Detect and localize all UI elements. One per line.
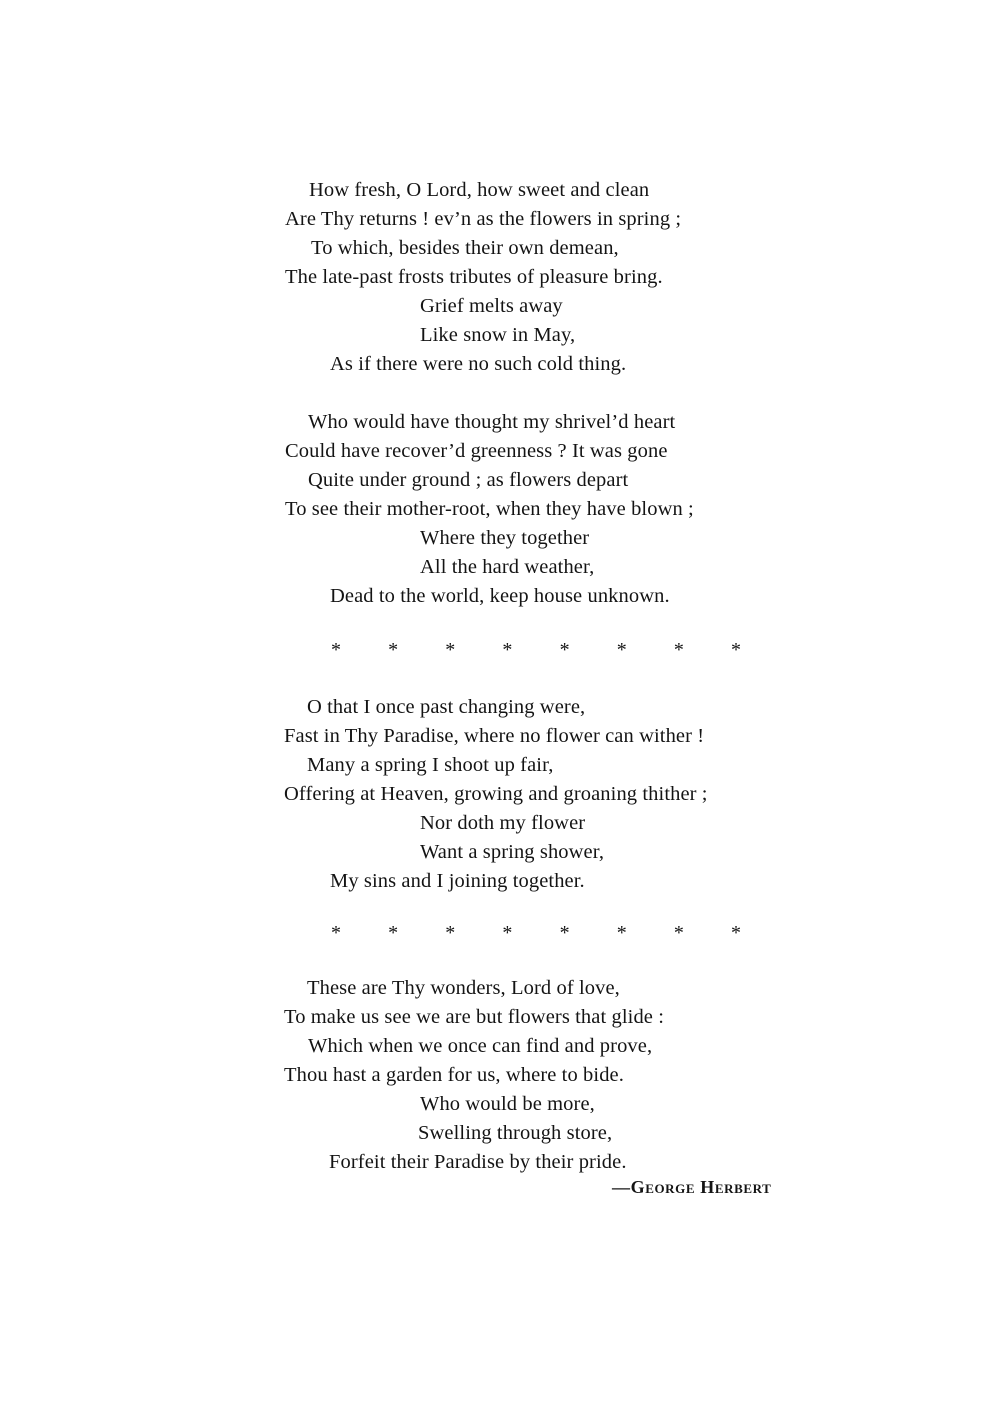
poem-line: Quite under ground ; as flowers depart (308, 469, 629, 491)
asterisk: * (616, 639, 627, 661)
poem-line: Want a spring shower, (420, 841, 605, 863)
poem-line: To make us see we are but flowers that glide : (284, 1006, 665, 1028)
poem-line: To which, besides their own demean, (311, 237, 619, 259)
poem-line: Who would have thought my shrivel’d heart (308, 411, 676, 433)
poem-line: My sins and I joining together. (330, 870, 585, 892)
poem-line: All the hard weather, (420, 556, 595, 578)
asterisk: * (559, 639, 570, 661)
asterisk: * (616, 922, 627, 944)
poem-line: Like snow in May, (420, 324, 576, 346)
poem-line: To see their mother-root, when they have blown ; (285, 498, 694, 520)
asterisk: * (445, 639, 456, 661)
asterism-separator (330, 923, 742, 943)
poem-line: Nor doth my flower (420, 812, 586, 834)
poem-line: Dead to the world, keep house unknown. (330, 585, 670, 607)
poem-line: Fast in Thy Paradise, where no flower can wither ! (284, 725, 705, 747)
asterisk: * (673, 639, 684, 661)
poem-line: Thou hast a garden for us, where to bide. (284, 1064, 624, 1086)
asterisk: * (673, 922, 684, 944)
poem-line: Which when we once can find and prove, (308, 1035, 653, 1057)
asterisk: * (445, 922, 456, 944)
poem-line: The late-past frosts tributes of pleasure bring. (285, 266, 663, 288)
poem-line: Offering at Heaven, growing and groaning thither ; (284, 783, 708, 805)
poem-line: Forfeit their Paradise by their pride. (329, 1151, 627, 1173)
asterisk: * (331, 639, 341, 661)
poem-line: Many a spring I shoot up fair, (307, 754, 554, 776)
asterisk: * (730, 639, 741, 661)
poem-line: Are Thy returns ! ev’n as the flowers in spring ; (285, 208, 682, 230)
attribution: —George Herbert (612, 1177, 772, 1197)
asterisk: * (730, 922, 741, 944)
asterisk: * (559, 922, 570, 944)
poem-line: Who would be more, (420, 1093, 595, 1115)
asterism-separator (330, 640, 742, 660)
asterisk: * (502, 639, 513, 661)
asterisk: * (331, 922, 341, 944)
poem-line: Swelling through store, (418, 1122, 613, 1144)
poem-line: O that I once past changing were, (307, 696, 586, 718)
asterisk: * (502, 922, 513, 944)
asterisk: * (388, 639, 399, 661)
poem-line: Where they together (420, 527, 590, 549)
asterisk: * (388, 922, 399, 944)
poem-line: Could have recover’d greenness ? It was gone (285, 440, 668, 462)
poem-line: These are Thy wonders, Lord of love, (307, 977, 620, 999)
poem-line: As if there were no such cold thing. (330, 353, 627, 375)
poem-line: Grief melts away (420, 295, 563, 317)
poem-line: How fresh, O Lord, how sweet and clean (309, 179, 650, 201)
